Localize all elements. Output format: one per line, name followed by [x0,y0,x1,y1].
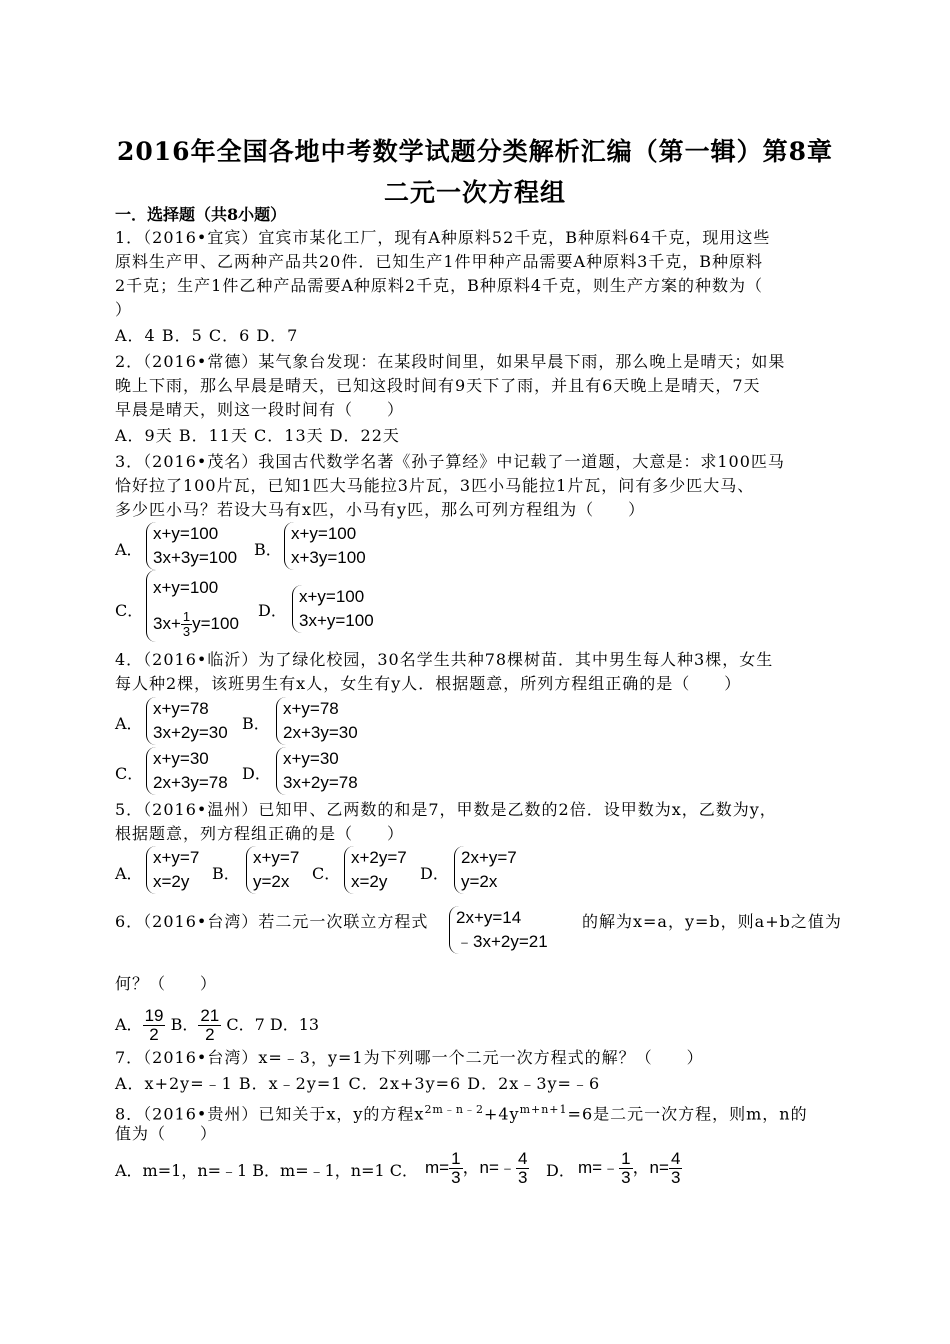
q3-option-b-system [284,522,366,570]
equation: x+2y=7 [351,848,407,867]
equation: x+y=100 [299,587,365,606]
q5-option-a-system [146,846,199,894]
q3-option-a-system [146,522,237,570]
equation: y=2x [253,872,290,891]
expr-part: ，n= [632,1157,669,1177]
q5-line1: 5．（2016•温州）已知甲、乙两数的和是7，甲数是乙数的2倍．设甲数为x，乙数为y， [115,800,777,819]
numerator: 21 [200,1006,220,1025]
q5-line2: 根据题意，列方程组正确的是（ ） [115,824,405,843]
equation: x+y=7 [253,848,300,867]
q4-option-d-system [276,747,358,795]
numerator: 19 [144,1006,164,1025]
q8-options-ab: A．m=1，n=﹣1 B．m=﹣1，n=1 C． [115,1161,419,1180]
fraction [619,1150,632,1187]
equation: 2x+3y=78 [153,773,228,792]
equation: ﹣3x+2y=21 [456,932,548,951]
remaining-options: C．7 D．13 [226,1015,320,1034]
equation: y=2x [461,872,498,891]
section-heading: 一．选择题（共8小题） [115,205,287,224]
q5-option-c-system [344,846,407,894]
q3-option-d-system [292,585,374,633]
q4-option-a-label: A． [115,714,143,733]
q1-line2: 原料生产甲、乙两种产品共20件．已知生产1件甲种产品需要A种原料3千克，B种原料 [115,252,764,271]
q5-option-b-system [246,846,299,894]
q7-options: A．x+2y=﹣1 B．x﹣2y=1 C．2x+3y=6 D．2x﹣3y=﹣6 [115,1074,601,1093]
equation: 2x+y=14 [456,908,522,927]
equation: x+y=100 [291,524,357,543]
numerator: 4 [517,1149,528,1168]
equation: 3x+2y=78 [283,773,358,792]
equation-part: y=100 [192,614,239,633]
q4-line1: 4．（2016•临沂）为了绿化校园，30名学生共种78棵树苗．其中男生每人种3棵，女生 [115,650,774,669]
q5-option-d-label: D． [420,864,449,883]
fraction [516,1150,529,1187]
exponent: m+n+1 [519,1103,568,1116]
equation [153,606,239,642]
q8-line2: 值为（ ） [115,1124,218,1143]
q2-line2: 晚上下雨，那么早晨是晴天，已知这段时间有9天下了雨，并且有6天晚上是晴天，7天 [115,376,761,395]
denominator: 3 [182,624,191,640]
expr-part: m= [425,1157,450,1177]
q3-option-b-label: B． [254,540,282,559]
equation: 3x+2y=30 [153,723,228,742]
q8-option-d-label: D． [546,1161,575,1180]
equation: x+y=7 [153,848,200,867]
q3-option-c-label: C． [115,601,144,620]
expr-part: ，n=﹣ [462,1157,516,1177]
q8-line1-mid: +4y [483,1104,520,1124]
fraction [669,1150,682,1187]
equation: x+y=100 [153,578,219,597]
q6-line1-post: 的解为x=a，y=b，则a+b之值为 [582,912,842,931]
q1-line3: 2千克；生产1件乙种产品需要A种原料2千克，B种原料4千克，则生产方案的种数为（ [115,276,764,295]
denominator: 3 [670,1168,681,1187]
numerator: 1 [182,609,191,625]
equation: 3x+y=100 [299,611,374,630]
q5-option-d-system [454,846,517,894]
page-title: 2016年全国各地中考数学试题分类解析汇编（第一辑）第8章 [117,137,833,166]
equation: 2x+y=7 [461,848,517,867]
numerator: 1 [451,1149,461,1168]
q3-line1: 3．（2016•茂名）我国古代数学名著《孙子算经》中记载了一道题，大意是：求100匹马 [115,452,785,471]
expr-part: m=﹣ [578,1157,620,1177]
denominator: 2 [149,1025,159,1044]
q8-line1-post: =6是二元一次方程，则m，n的 [567,1104,808,1124]
q1-options: A．4 B．5 C．6 D．7 [115,326,299,345]
q3-option-c-system [146,570,239,642]
q6-options: A． $\frac{19}{2}$ B． $\frac{21}{2}$ C．7 D．13 [115,1006,320,1044]
equation: x+y=30 [283,749,339,768]
page-subtitle: 二元一次方程组 [383,178,566,207]
q2-options: A．9天 B．11天 C．13天 D．22天 [115,426,400,445]
numerator: 1 [621,1149,631,1168]
fraction [449,1150,462,1187]
numerator: 4 [670,1149,681,1168]
q3-option-a-label: A． [115,540,143,559]
q4-option-b-system [276,697,358,745]
equation: 2x+3y=30 [283,723,358,742]
equation: x+y=30 [153,749,209,768]
q3-line3: 多少匹小马？若设大马有x匹，小马有y匹，那么可列方程组为（ ） [115,500,646,519]
q8-option-d-expr [578,1150,682,1187]
equation: 3x+3y=100 [153,548,238,567]
q3-option-d-label: D． [258,601,287,620]
q5-option-b-label: B． [212,864,240,883]
denominator: 3 [517,1168,528,1187]
q3-line2: 恰好拉了100片瓦，已知1匹大马能拉3片瓦，3匹小马能拉1片瓦，问有多少匹大马、 [115,476,755,495]
q4-option-a-system [146,697,228,745]
q7-line1: 7．（2016•台湾）x=﹣3，y=1为下列哪一个二元一次方程式的解？（ ） [115,1048,704,1067]
denominator: 2 [205,1025,215,1044]
q1-line1: 1．（2016•宜宾）宜宾市某化工厂，现有A种原料52千克，B种原料64千克，现用这些 [115,228,771,247]
q6-line2: 何？（ ） [115,974,218,993]
equation-part: 3x+ [153,614,181,633]
fraction [198,1007,221,1044]
equation: x=2y [351,872,388,891]
q4-option-d-label: D． [242,764,271,783]
equation: x+y=78 [283,699,339,718]
denominator: 3 [621,1168,631,1187]
q8-line1-pre: 8．（2016•贵州）已知关于x，y的方程x [115,1104,425,1124]
equation: x+3y=100 [291,548,366,567]
q6-system [449,906,548,954]
q2-line3: 早晨是晴天，则这一段时间有（ ） [115,400,405,419]
q5-option-c-label: C． [312,864,341,883]
q2-line1: 2．（2016•常德）某气象台发现：在某段时间里，如果早晨下雨，那么晚上是晴天；如果 [115,352,786,371]
denominator: 3 [451,1168,461,1187]
q6-line1-pre: 6．（2016•台湾）若二元一次联立方程式 [115,912,429,931]
exponent: 2m﹣n﹣2 [424,1103,484,1116]
q5-option-a-label: A． [115,864,143,883]
equation: x+y=78 [153,699,209,718]
q4-line2: 每人种2棵，该班男生有x人，女生有y人．根据题意，所列方程组正确的是（ ） [115,674,742,693]
fraction [143,1007,166,1044]
equation: x+y=100 [153,524,219,543]
q4-option-c-label: C． [115,764,144,783]
equation: x=2y [153,872,190,891]
fraction [181,610,192,639]
q4-option-c-system [146,747,228,795]
q4-option-b-label: B． [242,714,270,733]
q1-line4: ） [115,300,133,319]
q8-option-c-expr [425,1150,529,1187]
